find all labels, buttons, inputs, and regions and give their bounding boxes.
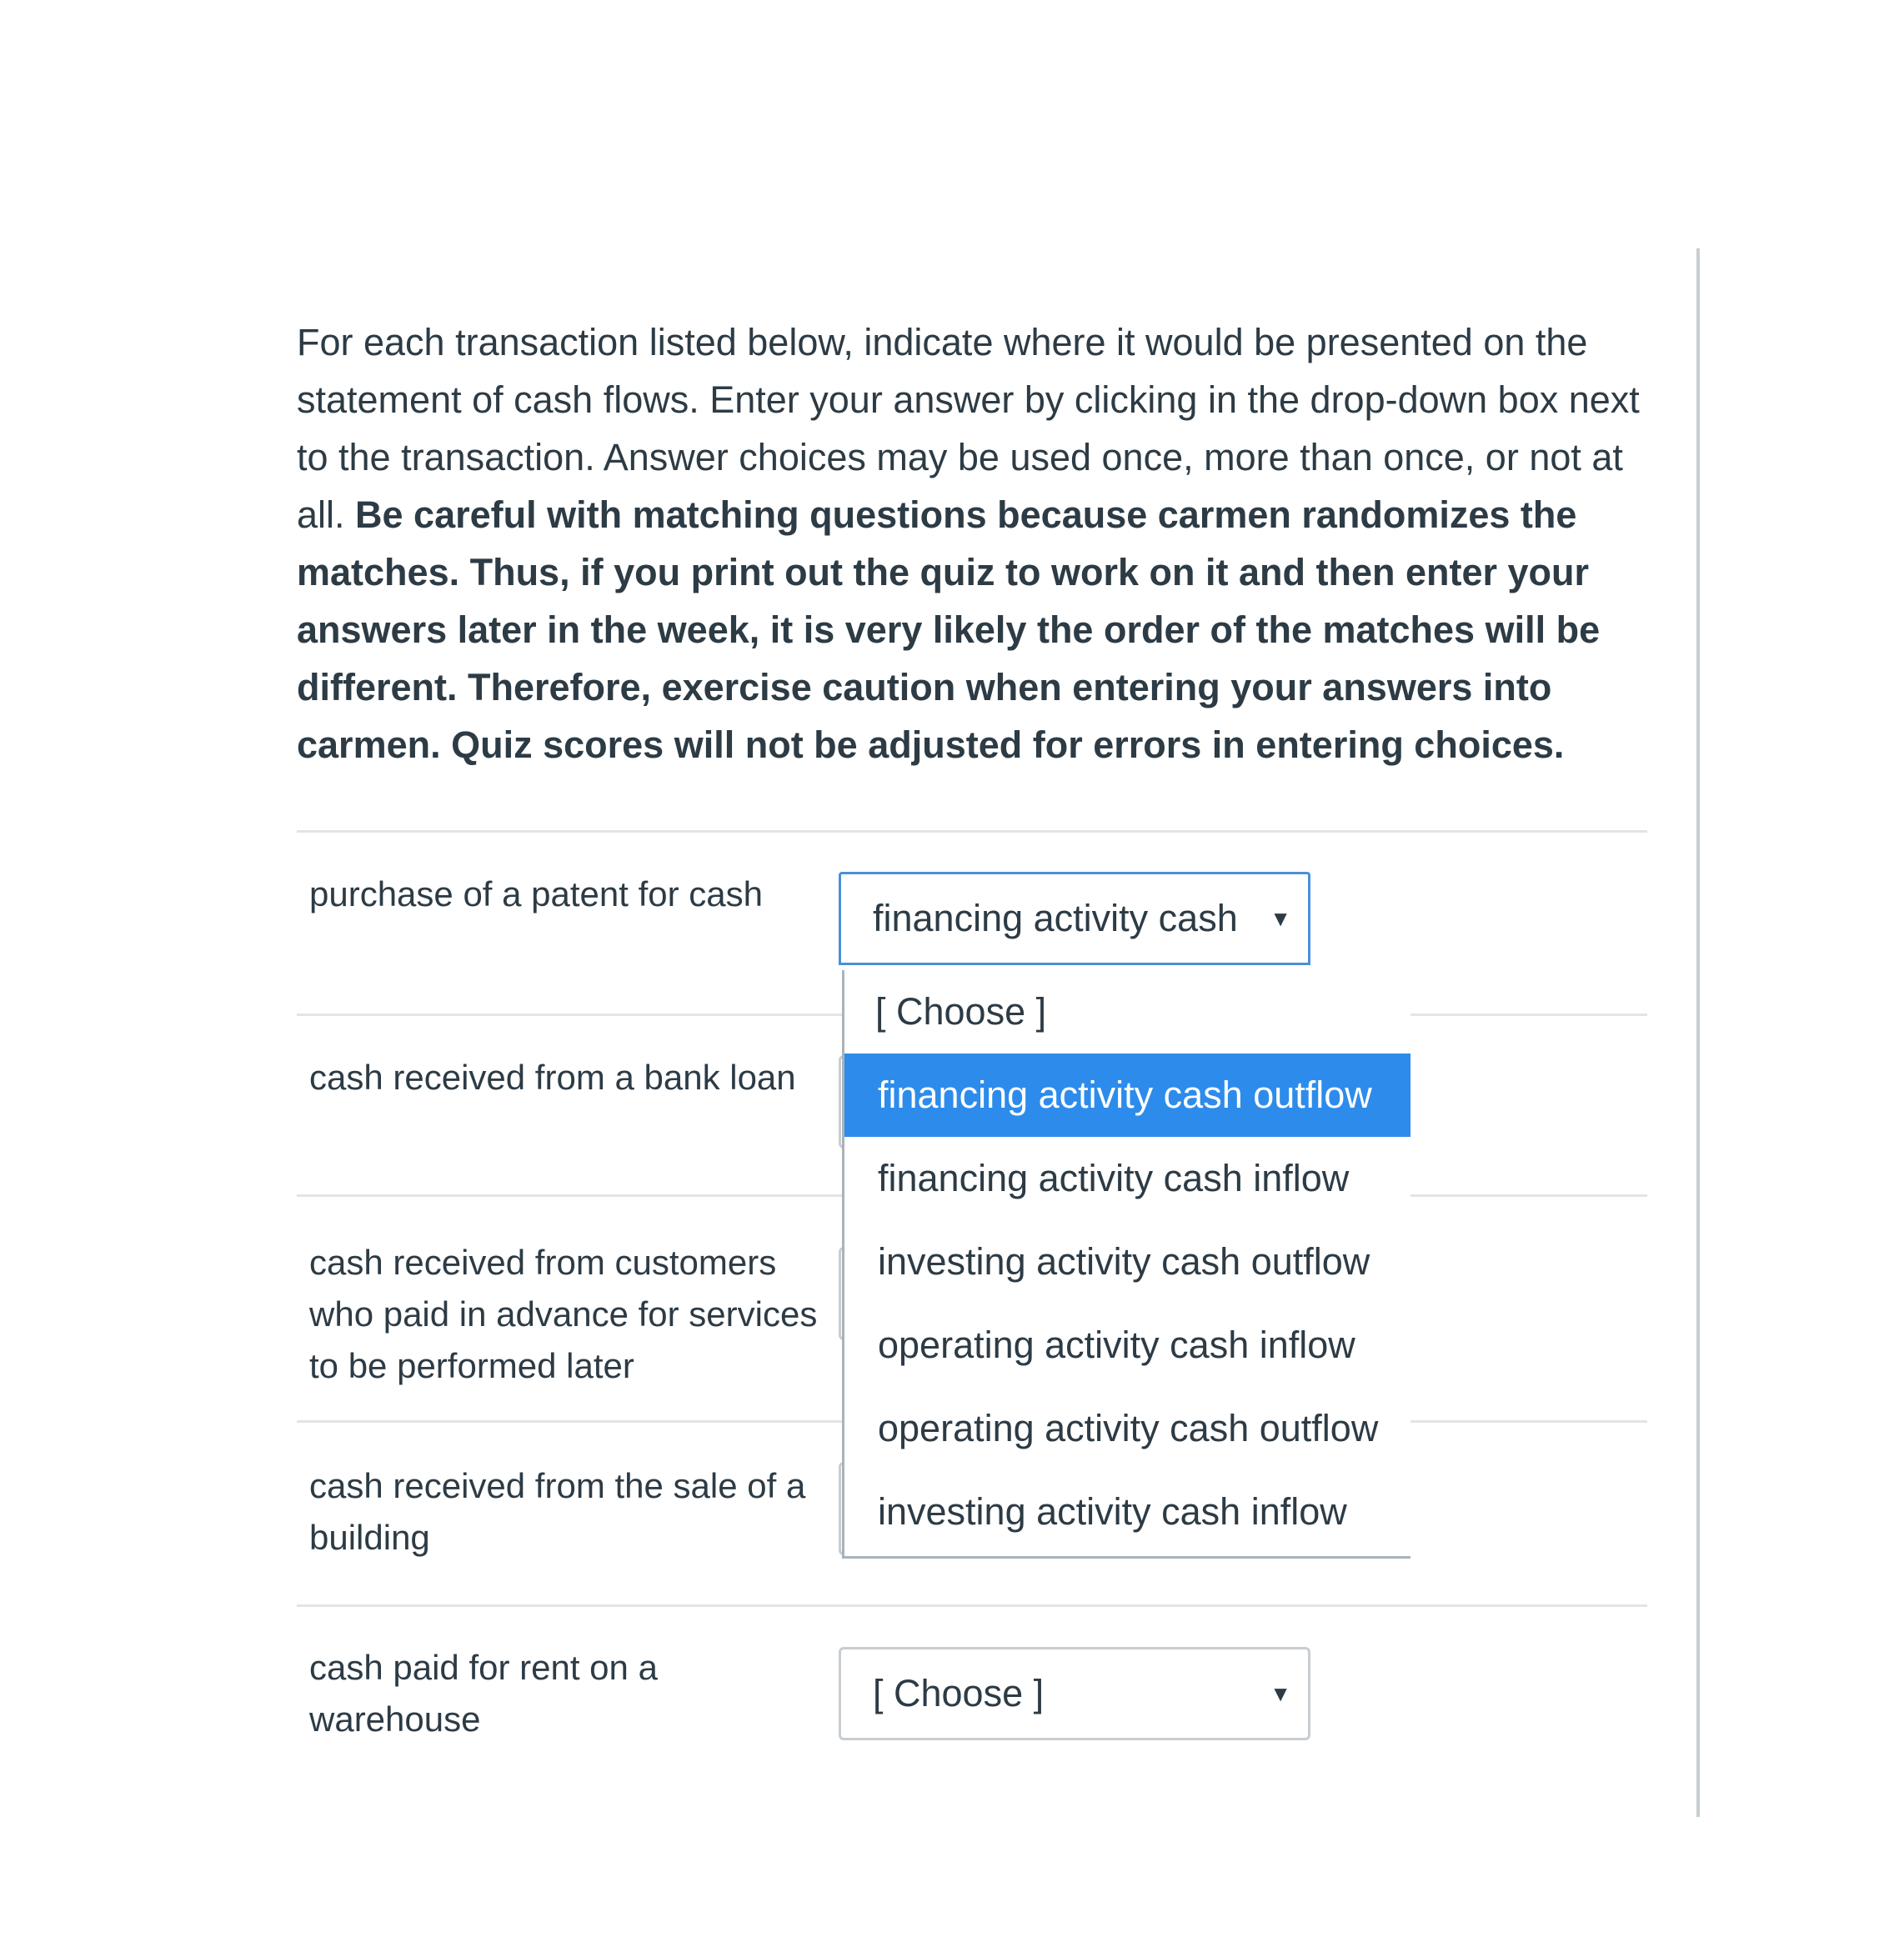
match-label: cash paid for rent on a warehouse bbox=[309, 1648, 658, 1739]
match-label: cash received from customers who paid in advance for services to be performed later bbox=[309, 1243, 818, 1385]
match-row-warehouse-rent bbox=[297, 1604, 1647, 1782]
select-current-value: financing activity cash bbox=[873, 897, 1238, 939]
dropdown-caret-icon: ▼ bbox=[1270, 1681, 1291, 1706]
answer-select-patent[interactable] bbox=[839, 872, 1310, 965]
question-instructions bbox=[297, 313, 1647, 773]
dropdown-option-operating-inflow[interactable]: operating activity cash inflow bbox=[878, 1324, 1355, 1366]
match-label: cash received from a bank loan bbox=[309, 1058, 796, 1097]
dropdown-option-financing-inflow[interactable]: financing activity cash inflow bbox=[878, 1157, 1350, 1199]
dropdown-option-choose[interactable]: [ Choose ] bbox=[875, 990, 1047, 1033]
content-right-border bbox=[1696, 248, 1700, 1817]
instructions-plain-text: For each transaction listed below, indicate where it would be presented on the statement of cash flows. Enter your answer by clicking in the drop-down box next to the transaction. Answer choices may be used once, more than once, or not at all. bbox=[297, 321, 1640, 536]
instructions-bold-warning: Be careful with matching questions because carmen randomizes the matches. Thus, if you print out the quiz to work on it and then enter your answers later in the week, it is very likely the order of the matches will be different. Therefore, exercise caution when entering your answers into carmen. Quiz scores will not be adjusted for errors in entering choices. bbox=[297, 493, 1601, 766]
dropdown-option-investing-inflow[interactable]: investing activity cash inflow bbox=[878, 1490, 1347, 1533]
match-label: cash received from the sale of a building bbox=[309, 1466, 806, 1557]
dropdown-option-operating-outflow[interactable]: operating activity cash outflow bbox=[878, 1407, 1379, 1449]
match-label: purchase of a patent for cash bbox=[309, 874, 764, 913]
answer-select-warehouse-rent[interactable] bbox=[839, 1647, 1310, 1740]
dropdown-option-investing-outflow[interactable]: investing activity cash outflow bbox=[878, 1240, 1370, 1283]
answer-dropdown-list bbox=[842, 970, 1410, 1559]
select-current-value: [ Choose ] bbox=[873, 1672, 1045, 1714]
dropdown-option-financing-outflow[interactable]: financing activity cash outflow bbox=[844, 1054, 1410, 1137]
dropdown-caret-icon: ▼ bbox=[1270, 906, 1291, 931]
